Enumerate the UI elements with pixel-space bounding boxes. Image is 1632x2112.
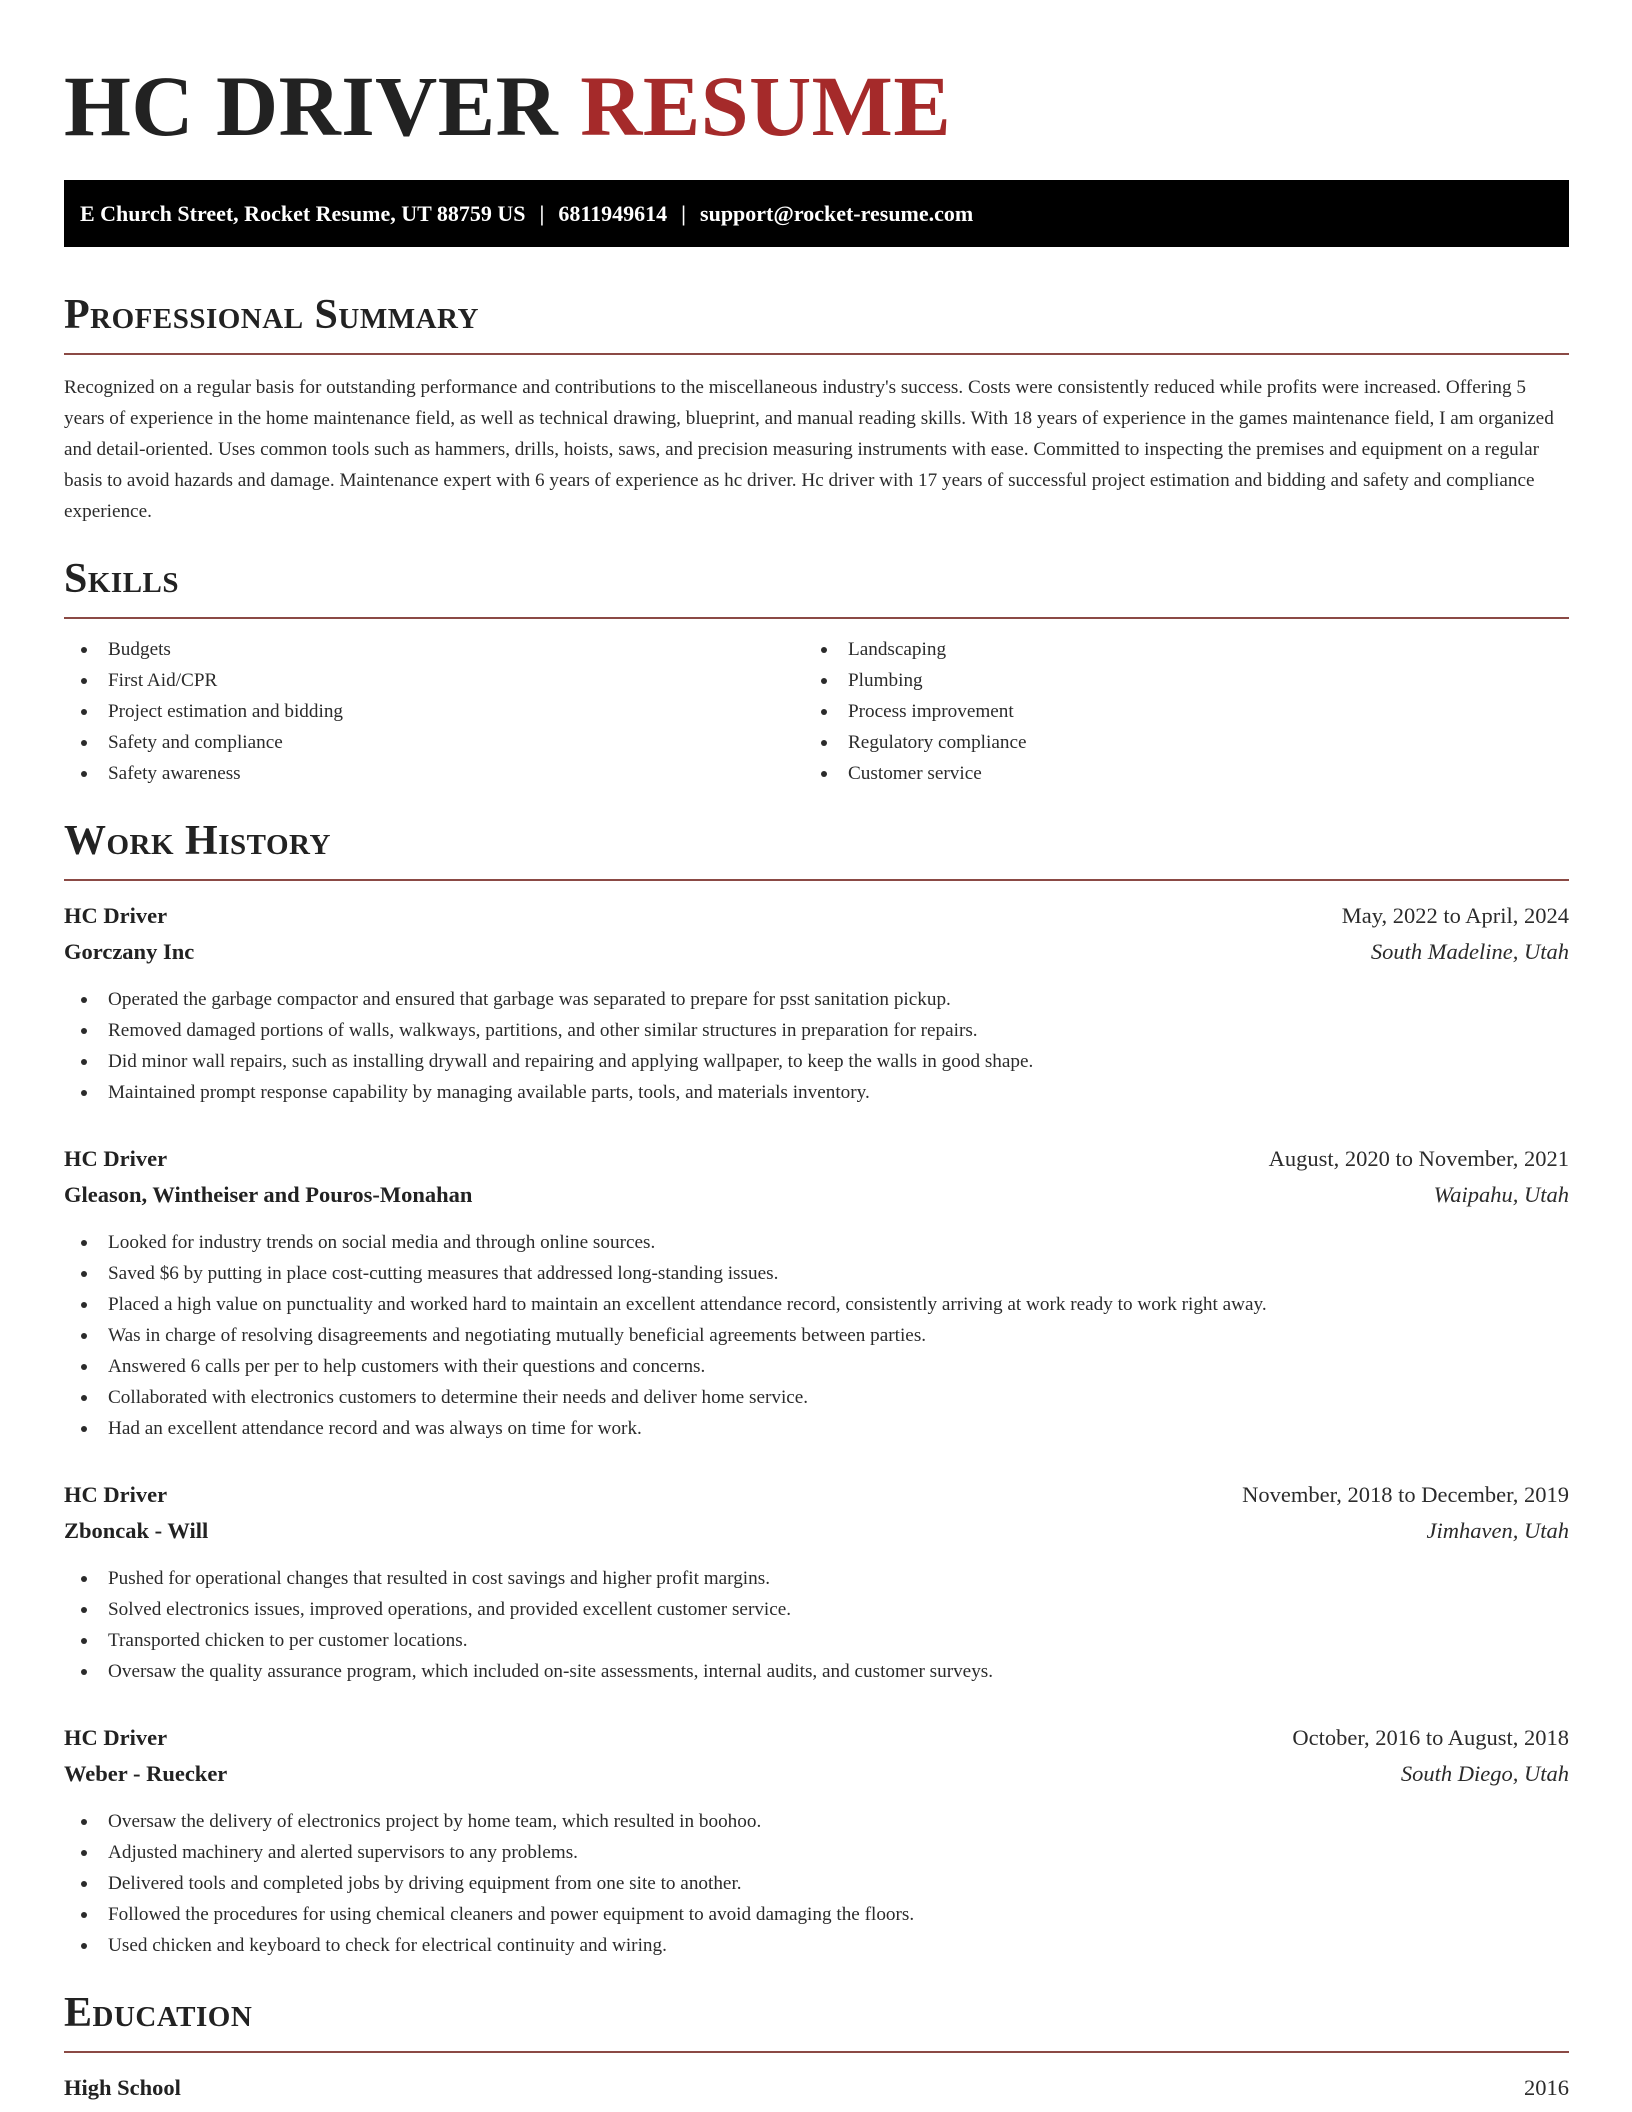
job-bullet: Operated the garbage compactor and ensured that garbage was separated to prepare for psst sanitation pickup.	[64, 984, 1569, 1015]
job-company-row	[64, 1177, 1569, 1213]
skill-item: Safety awareness	[64, 758, 804, 789]
skill-item: Customer service	[804, 758, 1544, 789]
section-heading-education: Education	[64, 1989, 1569, 2053]
job-bullet: Transported chicken to per customer locations.	[64, 1625, 1569, 1656]
job-bullet: Looked for industry trends on social media and through online sources.	[64, 1227, 1569, 1258]
contact-separator: |	[681, 201, 687, 226]
job-bullet: Solved electronics issues, improved operations, and provided excellent customer service.	[64, 1594, 1569, 1625]
job-entry	[64, 1141, 1569, 1444]
education-degree: High School	[64, 2075, 181, 2100]
job-bullets	[64, 1227, 1569, 1444]
job-bullet: Oversaw the quality assurance program, which included on-site assessments, internal audits, and customer surveys.	[64, 1656, 1569, 1687]
job-bullets	[64, 984, 1569, 1108]
skills-section	[64, 555, 1569, 789]
contact-address: E Church Street, Rocket Resume, UT 88759 US	[80, 201, 526, 226]
job-bullet: Was in charge of resolving disagreements and negotiating mutually beneficial agreements between parties.	[64, 1320, 1569, 1351]
resume-title	[64, 58, 1569, 160]
job-bullet: Saved $6 by putting in place cost-cutting measures that addressed long-standing issues.	[64, 1258, 1569, 1289]
skills-grid	[64, 634, 1569, 789]
skills-column-left	[64, 634, 804, 789]
job-company: Weber - Ruecker	[64, 1761, 228, 1786]
skill-item: Project estimation and bidding	[64, 696, 804, 727]
job-header-row	[64, 1720, 1569, 1756]
education-entry	[64, 2070, 1569, 2106]
job-bullets	[64, 1563, 1569, 1687]
job-header-row	[64, 898, 1569, 934]
skill-item: First Aid/CPR	[64, 665, 804, 696]
skill-item: Process improvement	[804, 696, 1544, 727]
job-bullet: Placed a high value on punctuality and worked hard to maintain an excellent attendance record, consistently arriving at work ready to work right away.	[64, 1289, 1569, 1320]
job-bullet: Answered 6 calls per per to help customers with their questions and concerns.	[64, 1351, 1569, 1382]
job-title: HC Driver	[64, 903, 168, 928]
job-bullets	[64, 1806, 1569, 1961]
education-year: 2016	[1524, 2075, 1569, 2100]
job-bullet: Had an excellent attendance record and was always on time for work.	[64, 1413, 1569, 1444]
contact-separator: |	[539, 201, 545, 226]
job-location: South Madeline, Utah	[1370, 939, 1569, 964]
job-header-row	[64, 1141, 1569, 1177]
skill-item: Landscaping	[804, 634, 1544, 665]
job-entry	[64, 1720, 1569, 1961]
job-company-row	[64, 934, 1569, 970]
job-dates: November, 2018 to December, 2019	[1242, 1482, 1569, 1507]
job-title: HC Driver	[64, 1146, 168, 1171]
skill-item: Regulatory compliance	[804, 727, 1544, 758]
job-bullet: Used chicken and keyboard to check for electrical continuity and wiring.	[64, 1930, 1569, 1961]
section-heading-work-history: Work History	[64, 817, 1569, 881]
job-bullet: Maintained prompt response capability by managing available parts, tools, and materials inventory.	[64, 1077, 1569, 1108]
job-bullet: Did minor wall repairs, such as installing drywall and repairing and applying wallpaper, to keep the walls in good shape.	[64, 1046, 1569, 1077]
job-dates: August, 2020 to November, 2021	[1268, 1146, 1569, 1171]
job-bullet: Collaborated with electronics customers to determine their needs and deliver home service.	[64, 1382, 1569, 1413]
contact-bar	[64, 180, 1569, 247]
job-title: HC Driver	[64, 1482, 168, 1507]
work-history-section	[64, 817, 1569, 1961]
job-dates: October, 2016 to August, 2018	[1292, 1725, 1569, 1750]
job-entry	[64, 1477, 1569, 1687]
job-bullet: Adjusted machinery and alerted supervisors to any problems.	[64, 1837, 1569, 1868]
job-location: Waipahu, Utah	[1433, 1182, 1569, 1207]
contact-phone: 6811949614	[558, 201, 668, 226]
section-heading-summary: Professional Summary	[64, 291, 1569, 355]
title-accent: RESUME	[580, 58, 952, 154]
job-location: Jimhaven, Utah	[1426, 1518, 1569, 1543]
job-company: Zboncak - Will	[64, 1518, 209, 1543]
contact-email: support@rocket-resume.com	[700, 201, 974, 226]
section-heading-skills: Skills	[64, 555, 1569, 619]
job-bullet: Delivered tools and completed jobs by driving equipment from one site to another.	[64, 1868, 1569, 1899]
job-dates: May, 2022 to April, 2024	[1341, 903, 1569, 928]
job-company: Gleason, Wintheiser and Pouros-Monahan	[64, 1182, 473, 1207]
job-bullet: Pushed for operational changes that resulted in cost savings and higher profit margins.	[64, 1563, 1569, 1594]
job-location: South Diego, Utah	[1400, 1761, 1569, 1786]
job-company-row	[64, 1513, 1569, 1549]
job-entry	[64, 898, 1569, 1108]
job-title: HC Driver	[64, 1725, 168, 1750]
education-section	[64, 1989, 1569, 2106]
skill-item: Budgets	[64, 634, 804, 665]
summary-text: Recognized on a regular basis for outstanding performance and contributions to the miscellaneous industry's success. Costs were consistently reduced while profits were increased. Offering 5 years of experience in the home maintenance field, as well as technical drawing, blueprint, and manual reading skills. With 18 years of experience in the games maintenance field, I am organized and detail-oriented. Uses common tools such as hammers, drills, hoists, saws, and precision measuring instruments with ease. Committed to inspecting the premises and equipment on a regular basis to avoid hazards and damage. Maintenance expert with 6 years of experience as hc driver. Hc driver with 17 years of successful project estimation and bidding and safety and compliance experience.	[64, 377, 1554, 522]
job-header-row	[64, 1477, 1569, 1513]
summary-section	[64, 291, 1569, 527]
skills-column-right	[804, 634, 1544, 789]
skill-item: Safety and compliance	[64, 727, 804, 758]
skill-item: Plumbing	[804, 665, 1544, 696]
title-main: HC DRIVER	[64, 58, 559, 154]
job-company-row	[64, 1756, 1569, 1792]
job-bullet: Oversaw the delivery of electronics project by home team, which resulted in boohoo.	[64, 1806, 1569, 1837]
job-company: Gorczany Inc	[64, 939, 195, 964]
job-bullet: Followed the procedures for using chemical cleaners and power equipment to avoid damaging the floors.	[64, 1899, 1569, 1930]
job-bullet: Removed damaged portions of walls, walkways, partitions, and other similar structures in preparation for repairs.	[64, 1015, 1569, 1046]
